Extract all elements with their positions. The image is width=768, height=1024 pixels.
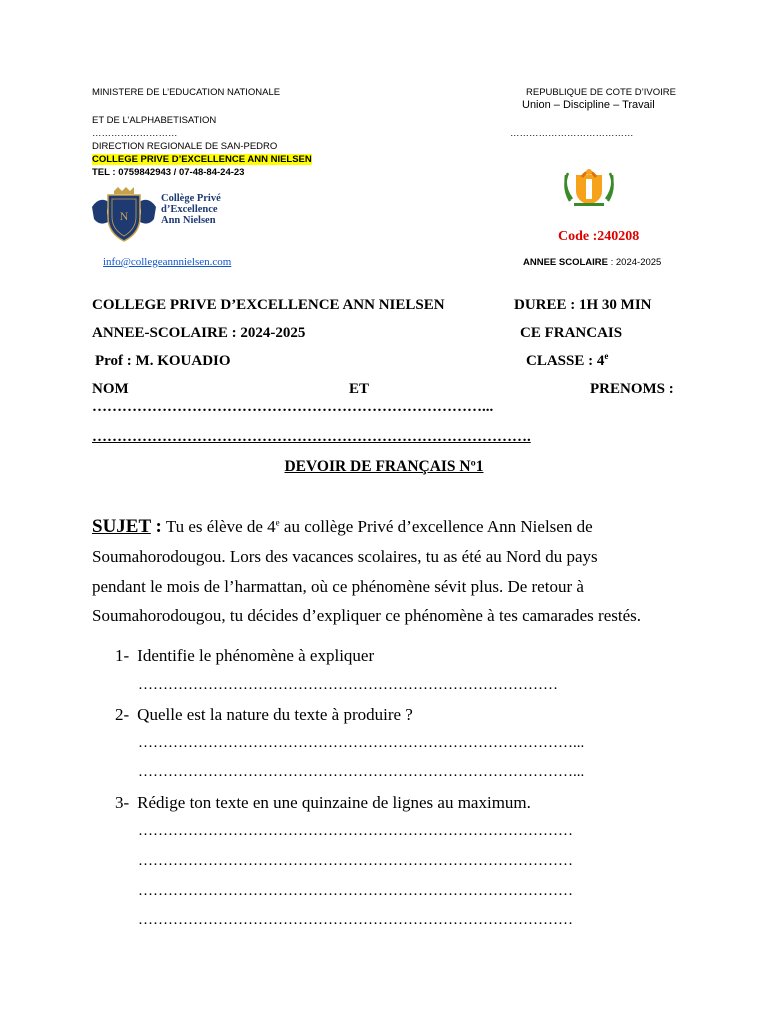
direction-label: DIRECTION REGIONALE DE SAN-PEDRO bbox=[92, 141, 278, 152]
college-highlight: COLLEGE PRIVE D’EXCELLENCE ANN NIELSEN bbox=[92, 154, 312, 165]
info-subject: CE FRANCAIS bbox=[520, 325, 623, 341]
answer-line-1-1[interactable]: ………………………………………………………………………… bbox=[138, 677, 558, 693]
coat-of-arms-icon bbox=[562, 165, 616, 209]
svg-text:N: N bbox=[119, 209, 129, 223]
info-annee: ANNEE-SCOLAIRE : 2024-2025 bbox=[92, 325, 306, 341]
email-link[interactable]: info@collegeannnielsen.com bbox=[103, 256, 232, 268]
info-classe: CLASSE : 4e bbox=[526, 351, 609, 369]
republic-label: REPUBLIQUE DE COTE D’IVOIRE bbox=[526, 87, 676, 98]
answer-line-2-2[interactable]: ……………………………………………………………………………... bbox=[138, 764, 585, 780]
question-2: 2- Quelle est la nature du texte à produire ? bbox=[115, 705, 413, 724]
ministry-label-2: ET DE L’ALPHABETISATION bbox=[92, 115, 217, 126]
page-title: DEVOIR DE FRANÇAIS Nº1 bbox=[284, 458, 484, 475]
answer-line-3-1[interactable]: …………………………………………………………………………… bbox=[138, 823, 573, 839]
ministry-label: MINISTERE DE L’EDUCATION NATIONALE bbox=[92, 87, 281, 98]
info-duree: DUREE : 1H 30 MIN bbox=[514, 297, 652, 313]
header-right-dots: ………………………………… bbox=[510, 128, 634, 139]
info-nom: NOM bbox=[92, 381, 129, 397]
info-college: COLLEGE PRIVE D’EXCELLENCE ANN NIELSEN bbox=[92, 297, 445, 313]
motto-label: Union – Discipline – Travail bbox=[522, 99, 655, 111]
answer-line-2-1[interactable]: ……………………………………………………………………………... bbox=[138, 735, 585, 751]
name-dots-line-1: ……………………………………………………………………... bbox=[92, 399, 494, 415]
annee-scolaire-header: ANNEE SCOLAIRE : 2024-2025 bbox=[523, 257, 662, 268]
info-prof: Prof : M. KOUADIO bbox=[95, 353, 231, 369]
college-crest-icon bbox=[90, 187, 158, 243]
info-et: ET bbox=[349, 381, 370, 397]
name-dots-line-2: ……………………………………………………………………………. bbox=[92, 429, 531, 445]
header-left-dots: ……………………… bbox=[92, 128, 178, 139]
info-prenoms: PRENOMS : bbox=[590, 381, 674, 397]
college-logo-text: Collège Privé d’Excellence Ann Nielsen bbox=[161, 193, 221, 226]
sujet-line-1: SUJET : Tu es élève de 4e au collège Privé d’excellence Ann Nielsen de bbox=[92, 516, 593, 537]
answer-line-3-3[interactable]: …………………………………………………………………………… bbox=[138, 883, 573, 899]
sujet-line-3: pendant le mois de l’harmattan, où ce phénomène sévit plus. De retour à bbox=[92, 577, 584, 596]
code-label: Code :240208 bbox=[558, 229, 640, 244]
sujet-line-2: Soumahorodougou. Lors des vacances scolaires, tu as été au Nord du pays bbox=[92, 547, 598, 566]
question-1: 1- Identifie le phénomène à expliquer bbox=[115, 646, 375, 665]
tel-label: TEL : 0759842943 / 07-48-84-24-23 bbox=[92, 167, 245, 178]
answer-line-3-2[interactable]: …………………………………………………………………………… bbox=[138, 853, 573, 869]
answer-line-3-4[interactable]: …………………………………………………………………………… bbox=[138, 912, 573, 928]
question-3: 3- Rédige ton texte en une quinzaine de lignes au maximum. bbox=[115, 793, 531, 812]
sujet-line-4: Soumahorodougou, tu décides d’expliquer ce phénomène à tes camarades restés. bbox=[92, 606, 642, 625]
